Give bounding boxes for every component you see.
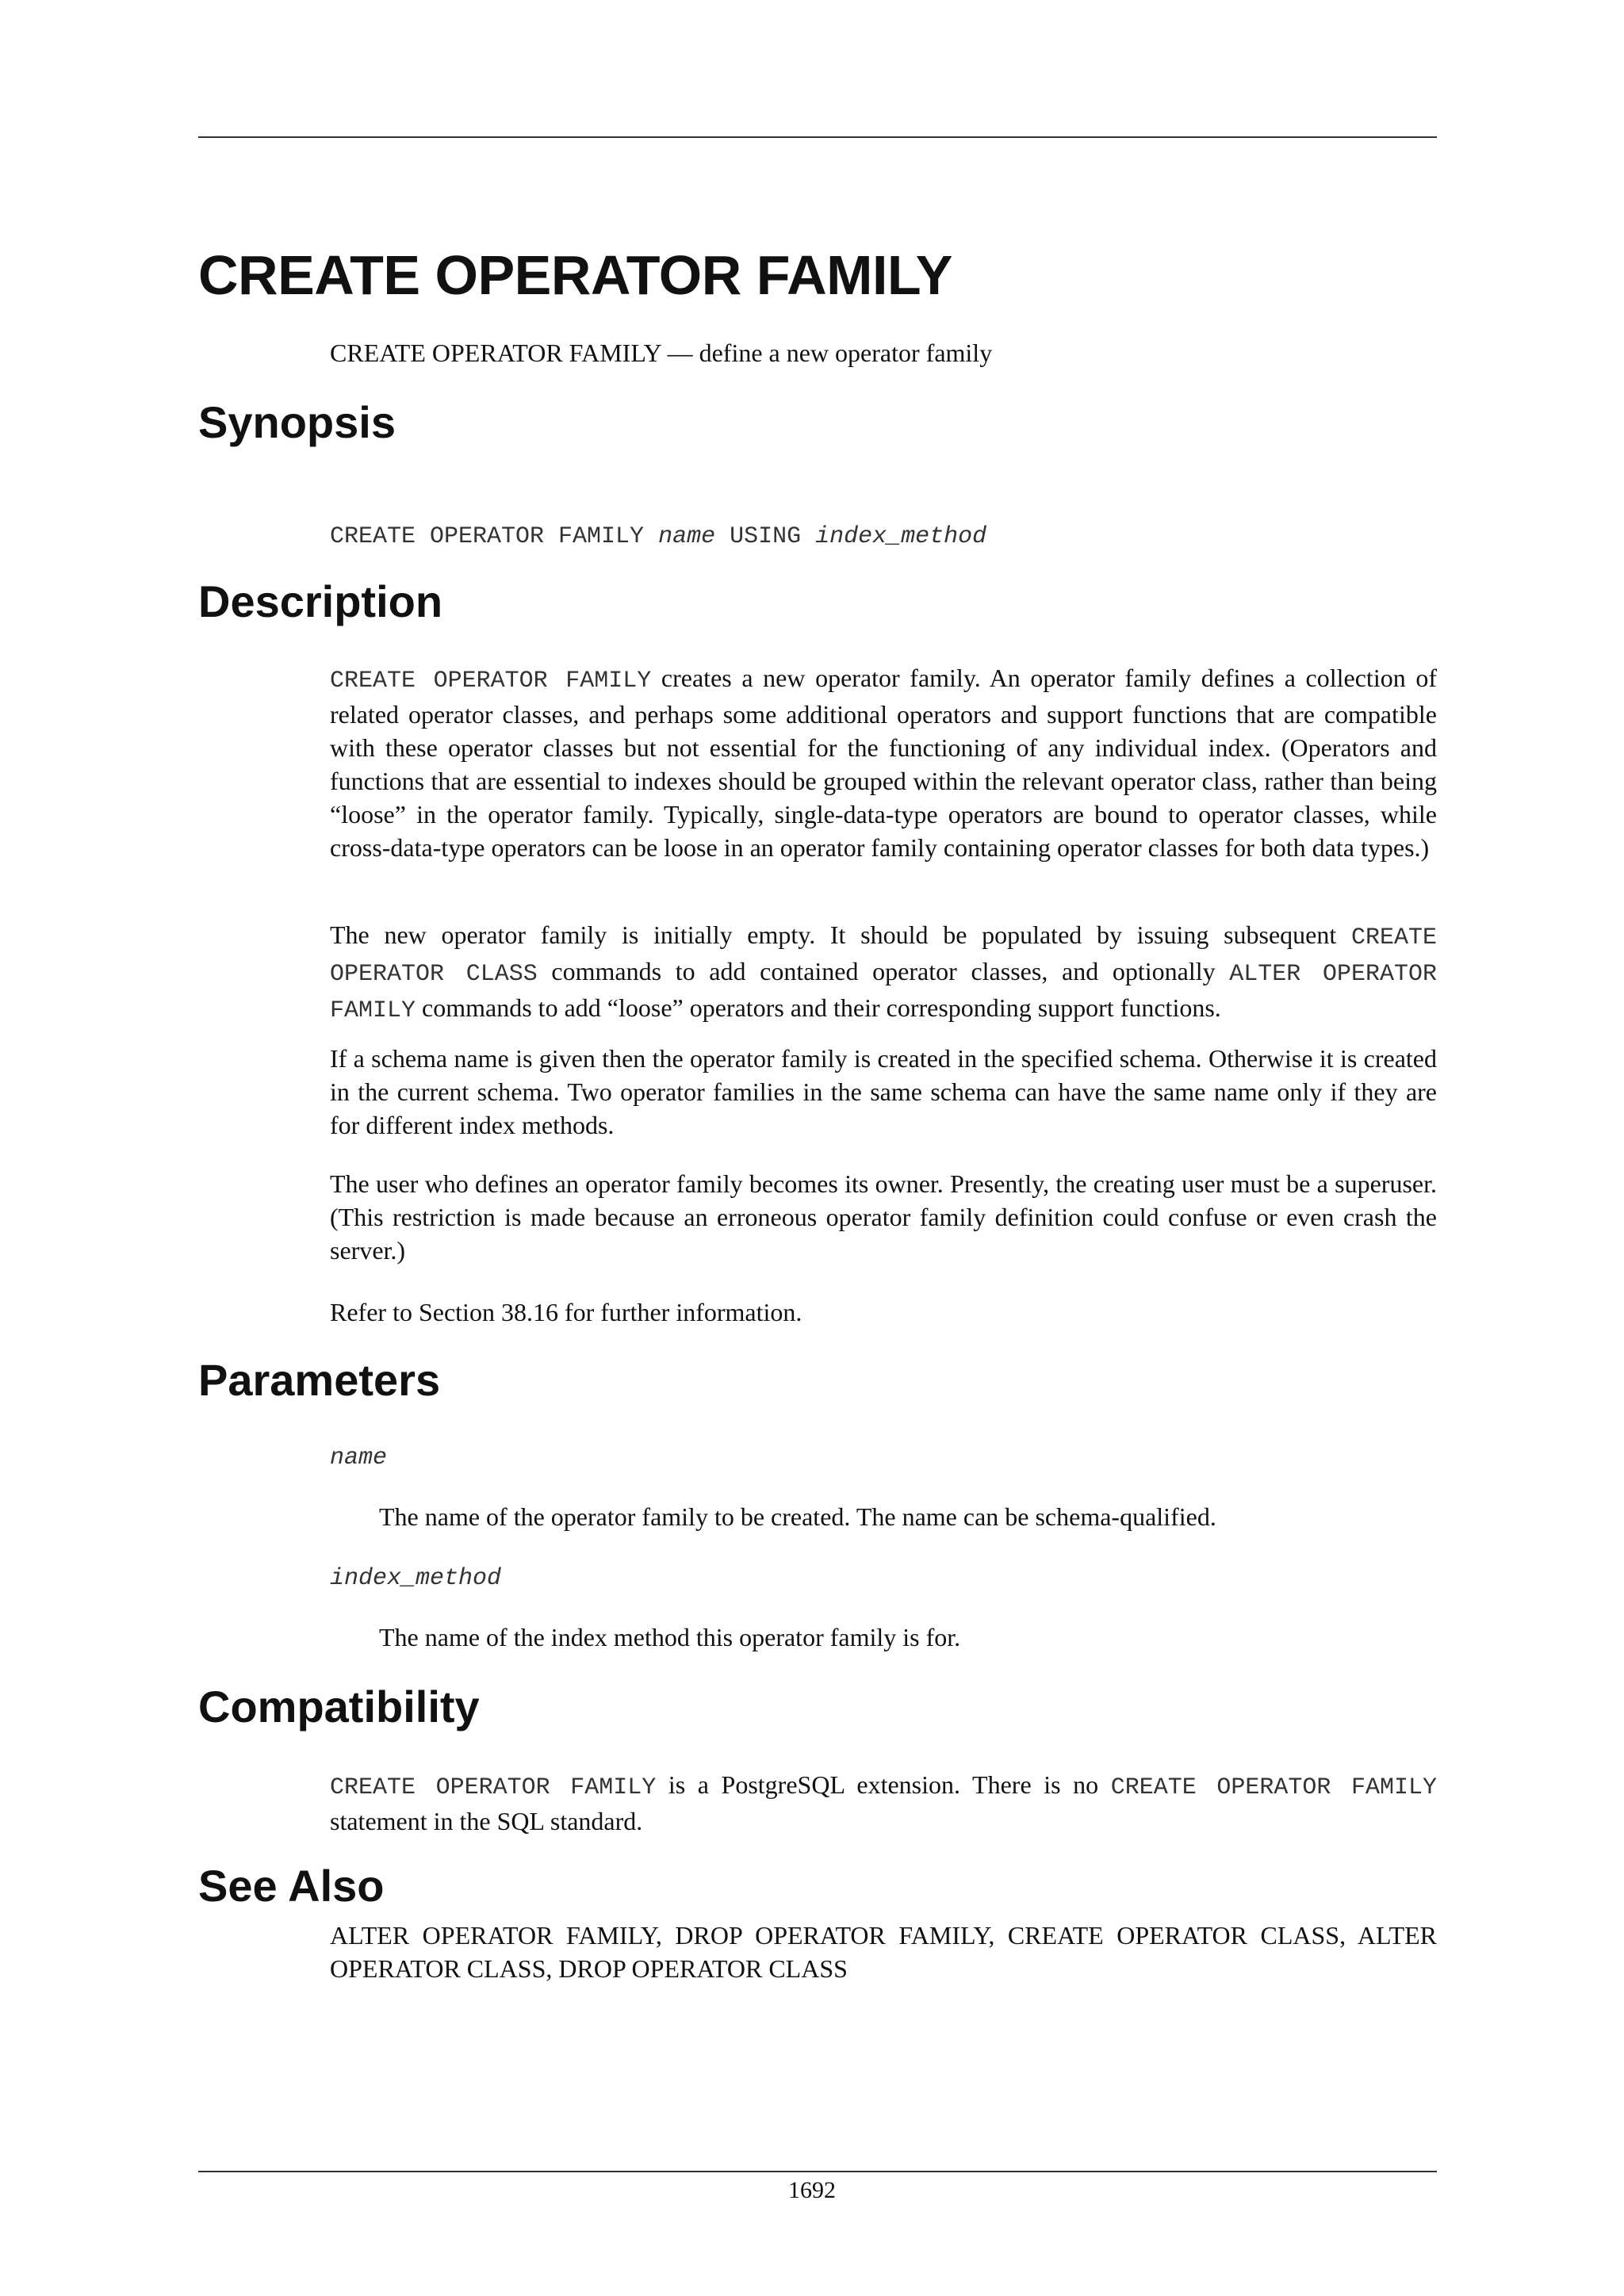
synopsis-heading: Synopsis	[198, 397, 396, 447]
command-name: CREATE OPERATOR CLASS	[330, 924, 1437, 988]
command-name: CREATE OPERATOR FAMILY	[330, 1774, 657, 1801]
command-name: ALTER OPERATOR FAMILY	[330, 961, 1438, 1024]
page-number: 1692	[788, 2177, 836, 2203]
parameter-description: The name of the operator family to be created. The name can be schema-qualified.	[379, 1502, 1216, 1531]
description-paragraph-4: The user who defines an operator family becomes its owner. Presently, the creating user must be a superuser. (This restriction is made because an erroneous operator family definition could confuse or even crash the server.)	[330, 1169, 1437, 1265]
see-also-list: ALTER OPERATOR FAMILY, DROP OPERATOR FAMILY, CREATE OPERATOR CLASS, ALTER OPERATOR CLASS, DROP OPERATOR CLASS	[330, 1921, 1437, 1983]
synopsis-command: CREATE OPERATOR FAMILY	[330, 523, 659, 550]
description-paragraph-5: Refer to Section 38.16 for further information.	[330, 1298, 802, 1326]
description-paragraph-3: If a schema name is given then the operator family is created in the specified schema. Otherwise it is created in the current schema. Two operator families in the same schema can have the same name only if they are for different index methods.	[330, 1044, 1437, 1139]
parameter-description: The name of the index method this operator family is for.	[379, 1623, 961, 1651]
refpurpose: CREATE OPERATOR FAMILY — define a new operator family	[330, 339, 993, 367]
parameters-heading: Parameters	[198, 1355, 441, 1405]
synopsis-index-method: index_method	[815, 523, 987, 550]
command-name: CREATE OPERATOR FAMILY	[1110, 1774, 1437, 1801]
page-title: CREATE OPERATOR FAMILY	[198, 244, 952, 306]
compatibility-paragraph: CREATE OPERATOR FAMILY is a PostgreSQL extension. There is no CREATE OPERATOR FAMILY statement in the SQL standard.	[330, 1770, 1437, 1835]
synopsis-line	[330, 517, 1437, 553]
synopsis-name: name	[658, 523, 716, 550]
description-heading: Description	[198, 576, 443, 626]
footer-rule	[198, 2171, 1437, 2172]
synopsis-using: USING	[715, 523, 816, 550]
description-paragraph-2: The new operator family is initially empty. It should be populated by issuing subsequent CREATE OPERATOR CLASS commands to add contained operator classes, and optionally ALTER OPERATOR FAMILY commands to add “loose” operators and their corresponding support functions.	[330, 920, 1438, 1024]
compatibility-heading: Compatibility	[198, 1682, 480, 1732]
parameter-term: name	[330, 1445, 388, 1471]
see-also-heading: See Also	[198, 1861, 385, 1911]
description-paragraph-1: CREATE OPERATOR FAMILY creates a new operator family. An operator family defines a collection of related operator classes, and perhaps some additional operators and support functions that are compatible with these operator classes but not essential for the functioning of any individual index. (Operators and functions that are essential to indexes should be grouped within the relevant operator class, rather than being “loose” in the operator family. Typically, single-data-type operators are bound to operator classes, while cross-data-type operators can be loose in an operator family containing operator classes for both data types.)	[330, 664, 1437, 862]
parameter-term: index_method	[330, 1565, 502, 1592]
command-name: CREATE OPERATOR FAMILY	[330, 668, 652, 695]
header-rule	[198, 136, 1437, 138]
